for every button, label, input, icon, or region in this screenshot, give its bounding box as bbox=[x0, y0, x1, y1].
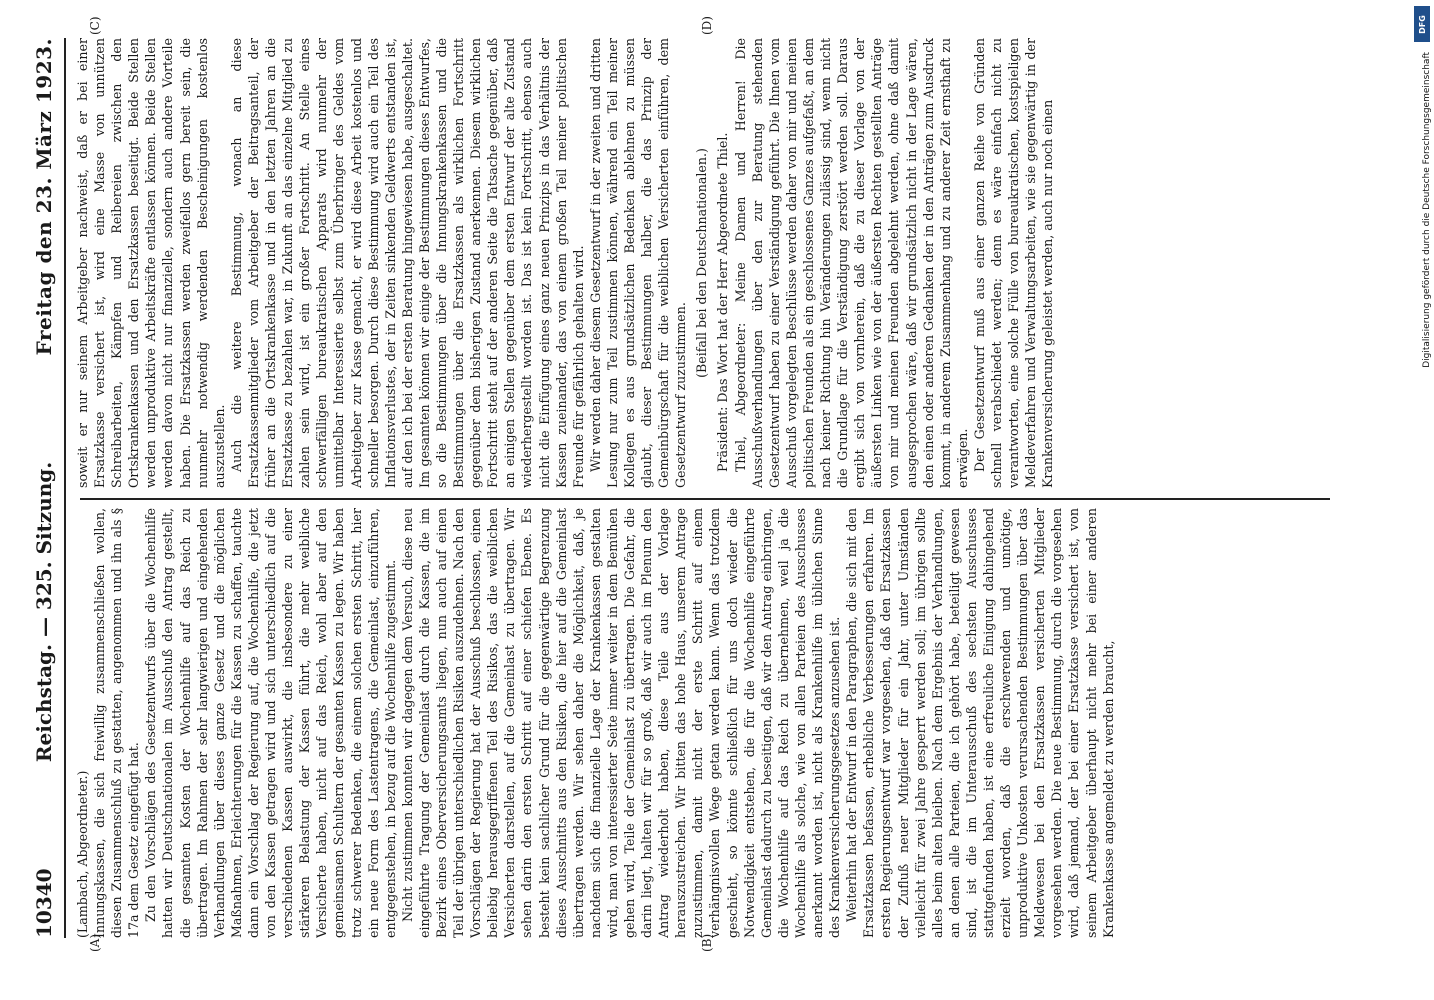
paragraph: Der Gesetzentwurf muß aus einer ganzen Reihe von Gründen schnell verabschiedet werden; denn es wäre einfach nicht zu verantworten, eine solche Fülle von bureaukratischen, kostspieligen Meldeverfahren und Verwaltungsarbeiten, wie sie gegenwärtig in der Krankenversicherung geleistet werden, auch nur noch einen bbox=[971, 38, 1056, 488]
marker-b: (B) bbox=[700, 933, 714, 952]
paragraph: Auch die weitere Bestimmung, wonach an diese Ersatzkassenmitglieder vom Arbeitgeber der Beitragsanteil, der früher an die Ortskrankenkasse und in den letzten Jahren an die Ersatzkasse zu bezahlen war, in Zukunft an das einzelne Mitglied zu zahlen sein wird, ist ein großer Fortschritt. An Stelle eines schwerfälligen bureaukratischen Apparats wird nunmehr der unmittelbar Interessierte selbst zum Überbringer des Geldes vom Arbeitgeber zur Kasse gemacht, er wird diese Arbeit kostenlos und schneller besorgen. Durch diese Bestimmung wird auch ein Teil des Inflationsverlustes, der in Zeiten sinkenden Geldwerts entstanden ist, auf den ich bei der ersten Beratung hingewiesen habe, ausgeschaltet. Im gesamten können wir einige der Bestimmungen dieses Entwurfes, so die Bestimmungen über die Innungskrankenkassen und die Bestimmungen über die Ersatzkassen als wirklichen Fortschritt gegenüber dem bisherigen Zustand anerkennen. Diesem wirklichen Fortschritt steht auf der anderen Seite die Tatsache gegenüber, daß an einigen Stellen gegenüber dem ersten Entwurf der alte Zustand wiederhergestellt worden ist. Das ist kein Fortschritt, ebenso auch nicht die Einfügung eines ganz neuen Prinzips in das Verhältnis der Kassen zueinander, das von einem großen Teil meiner politischen Freunde für gefährlich gehalten wird. bbox=[228, 38, 586, 488]
page-number: 10340 bbox=[32, 868, 56, 938]
session-title: Reichstag. — 325. Sitzung. bbox=[32, 461, 56, 763]
digitization-watermark bbox=[1410, 0, 1434, 1000]
applause-note: (Beifall bei den Deutschnationalen.) bbox=[694, 148, 710, 378]
marker-c: (C) bbox=[88, 16, 102, 35]
paragraph: Zu den Vorschlägen des Gesetzentwurfs über die Wochenhilfe hatten wir Deutschnationalen im Ausschuß den Antrag gestellt, die gesamten Kosten der Wochenhilfe auf das Reich zu übertragen. Im Rahmen der sehr langwierigen und eingehenden Verhandlungen über dieses ganze Gesetz und die möglichen Maßnahmen, Erleichterungen für die Kassen zu schaffen, tauchte dann ein Vorschlag der Regierung auf, die Wochenhilfe, die jetzt von den Kassen getragen wird und sich unterschiedlich auf die verschiedenen Kassen auswirkt, die insbesondere zu einer stärkeren Belastung der Kassen führt, die mehr weibliche Versicherte haben, nicht auf das Reich, wohl aber auf den gemeinsamen Schultern der gesamten Kassen zu legen. Wir haben trotz schwerer Bedenken, die einem solchen ersten Schritt, hier ein neue Form des Lastentragens, die Gemeinlast, einzuführen, entgegenstehen, in bezug auf die Wochenhilfe zugestimmt. bbox=[143, 508, 398, 938]
marker-d: (D) bbox=[700, 16, 714, 35]
paragraph: soweit er nur seinem Arbeitgeber nachweist, daß er bei einer Ersatzkasse versichert ist, wird eine Masse von unnützen Schreibarbeiten, Kämpfen und Reibereien zwischen den Ortskrankenkassen und den Ersatzkassen beseitigt. Beide Stellen werden unproduktive Arbeitskräfte entlassen können. Beide Stellen werden davon nicht nur finanzielle, sondern auch andere Vorteile haben. Die Ersatzkassen werden zweifellos gern bereit sein, die nunmehr notwendig werdenden Bescheinigungen kostenlos auszustellen. bbox=[75, 38, 227, 488]
session-date: Freitag den 23. März 1923. bbox=[32, 38, 56, 356]
paragraph: Nicht zustimmen konnten wir dagegen dem Versuch, diese neu eingeführte Tragung der Gemeinlast durch die Kassen, die im Bezirk eines Oberversicherungsamts liegen, nun auch auf einen Teil der übrigen unterschiedlichen Risiken auszudehnen. Nach den Vorschlägen der Regierung hat der Ausschuß beschlossen, einen beliebig herausgegriffenen Teil des Risikos, das die weiblichen Versicherten darstellen, auf die Gemeinlast zu übertragen. Wir sehen darin den ersten Schritt auf einer schiefen Ebene. Es besteht kein sachlicher Grund für die gegenwärtige Begrenzung dieses Ausschnitts aus den Risiken, die hier auf die Gemeinlast übertragen werden. Wir sehen daher die Möglichkeit, daß, je nachdem sich die finanzielle Lage der Krankenkassen gestalten wird, man von interessierter Seite immer weiter in dem Bemühen gehen wird, Teile der Gemeinlast zu übertragen. Die Gefahr, die darin liegt, halten wir für so groß, daß wir auch im Plenum den Antrag wiederholt haben, diese Teile aus der Vorlage herauszustreichen. Wir bitten das hohe Haus, unserem Antrage zuzustimmen, damit nicht der erste Schritt auf einem verhängnisvollen Wege getan werden kann. Wenn das trotzdem geschieht, so könnte schließlich für uns doch wieder die Notwendigkeit entstehen, die für die Wochenhilfe eingeführte Gemeinlast dadurch zu beseitigen, daß wir den Antrag einbringen, die Wochenhilfe auf das Reich zu übernehmen, weil ja die Wochenhilfe als solche, wie von allen Parteien des Ausschusses anerkannt worden ist, nicht als Krankenhilfe im üblichen Sinne des Krankenversicherungsgesetzes anzusehen ist. bbox=[399, 508, 843, 938]
column-divider bbox=[80, 499, 1330, 501]
paragraph: Thiel, Abgeordneter: Meine Damen und Herren! Die Ausschußverhandlungen über den zur Beratung stehenden Gesetzentwurf haben zu einer Verständigung geführt. Die Ihnen vom Ausschuß vorgelegten Beschlüsse werden daher von mir und meinen politischen Freunden als ein geschlossenes Ganzes aufgefaßt, an dem nach keiner Richtung hin Veränderungen zulässig sind, wenn nicht die Grundlage für die Verständigung zerstört werden soll. Daraus ergibt sich von vornherein, daß die zu dieser Vorlage von der äußersten Linken wie von der äußersten Rechten gestellten Anträge von mir und meinen Freunden abgelehnt werden, ohne daß damit ausgesprochen wäre, daß wir grundsätzlich nicht in der Lage wären, den einen oder anderen Gedanken der in den Anträgen zum Ausdruck kommt, in anderem Zusammenhang und zu anderer Zeit ernsthaft zu erwägen. bbox=[732, 38, 970, 488]
marker-a: (A) bbox=[88, 933, 102, 952]
paragraph: Innungskassen, die sich freiwillig zusammenschließen wollen, diesen Zusammenschluß zu gestatten, angenommen und ihn als § 17a dem Gesetz eingefügt hat. bbox=[92, 508, 142, 938]
dfg-logo: DFG bbox=[1414, 6, 1430, 42]
paragraph: Weiterhin hat der Entwurf in den Paragraphen, die sich mit den Ersatzkassen befassen, erhebliche Verbesserungen erfahren. Im ersten Regierungsentwurf war vorgesehen, daß den Ersatzkassen der Zufluß neuer Mitglieder für ein Jahr, unter Umständen vielleicht für zwei Jahre gesperrt werden soll; im übrigen sollte alles beim alten bleiben. Nach dem Ergebnis der Verhandlungen, an denen alle Parteien, die ich gehört habe, beteiligt gewesen sind, ist die im Unterausschuß des sechsten Ausschusses stattgefunden haben, ist eine erfreuliche Einigung dahingehend erzielt worden, daß die erschwerenden und unnötige, unproduktive Unkosten verursachenden Bestimmungen über das Meldewesen bei den Ersatzkassen versicherten Mitglieder vorgesehen werden. Die neue Bestimmung, durch die vorgesehen wird, daß jemand, der bei einer Ersatzkasse versichert ist, von seinem Arbeitgeber überhaupt nicht mehr bei einer anderen Krankenkasse angemeldet zu werden braucht, bbox=[844, 508, 1116, 938]
page-header bbox=[24, 38, 66, 938]
paragraph: Wir werden daher diesem Gesetzentwurf in der zweiten und dritten Lesung nur zum Teil zustimmen können, während ein Teil meiner Kollegen es aus grundsätzlichen Bedenken ablehnen zu müssen glaubt, dieser Bestimmungen halber, die das Prinzip der Gemeinbürgschaft für die weiblichen Versicherten einführen, dem Gesetzentwurf zuzustimmen. bbox=[587, 38, 689, 488]
left-column bbox=[74, 508, 1374, 938]
right-column bbox=[74, 38, 1374, 488]
president-statement: Präsident: Das Wort hat der Herr Abgeordnete Thiel. bbox=[715, 132, 731, 472]
speaker-attribution: (Lambach, Abgeordneter.) bbox=[75, 770, 90, 938]
watermark-text: Digitalisierung gefördert durch die Deutsche Forschungsgemeinschaft bbox=[1422, 52, 1432, 368]
